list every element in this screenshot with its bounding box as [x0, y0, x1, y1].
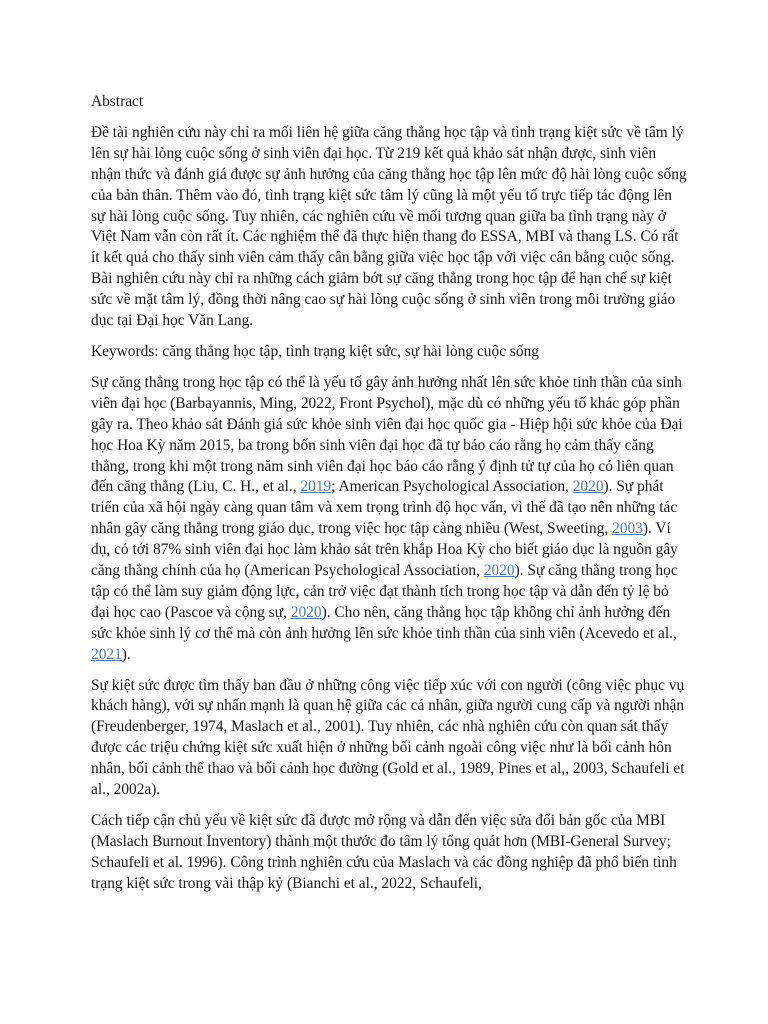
body-paragraph-1 [91, 373, 687, 666]
keywords-line: Keywords: căng thẳng học tập, tình trạng kiệt sức, sự hài lòng cuộc sống [91, 342, 539, 360]
text-segment: Sự căng thẳng trong học tập có thể là yếu tố gây ảnh hưởng nhất lên sức khỏe tinh thần của sinh viên đại học (Barbayannis, Ming, 2022, Front Psychol), mặc dù có những yếu tố khác góp phần gây ra. Theo khảo sát Đánh giá sức khỏe sinh viên đại học quốc gia - Hiệp hội sức khỏe của Đại học Hoa Kỳ năm 2015, ba trong bốn sinh viên đại học đã tự báo cáo rằng họ cảm thấy căng thẳng, trong khi một trong năm sinh viên đại học báo cáo rằng ý định tử tự của họ có liên quan đến căng thẳng (Liu, C. H., et al., [91, 373, 683, 496]
abstract-paragraph: Đề tài nghiên cứu này chỉ ra mối liên hệ giữa căng thẳng học tập và tình trạng kiệt sức về tâm lý lên sự hài lòng cuộc sống ở sinh viên đại học. Từ 219 kết quả khảo sát nhận được, sinh viên nhận thức và đánh giá được sự ảnh hưởng của căng thẳng học tập lên mức độ hài lòng cuộc sống của bản thân. Thêm vào đó, tình trạng kiệt sức tâm lý cũng là một yếu tố trực tiếp tác động lên sự hài lòng cuộc sống. Tuy nhiên, các nghiên cứu về mối tương quan giữa ba tình trạng này ở Việt Nam vẫn còn rất ít. Các nghiệm thể đã thực hiện thang đo ESSA, MBI và thang LS. Có rất ít kết quả cho thấy sinh viên cảm thấy cân bằng giữa việc học tập với việc cân bằng cuộc sống. Bài nghiên cứu này chỉ ra những cách giảm bớt sự căng thẳng trong học tập để hạn chế sự kiệt sức về mặt tâm lý, đồng thời nâng cao sự hài lòng cuộc sống ở sinh viên trong môi trường giáo dục tại Đại học Văn Lang. [91, 123, 687, 330]
abstract-heading: Abstract [91, 93, 144, 110]
text-segment: ). Ví dụ, có tới 87% sinh viên đại học làm khảo sát trên khắp Hoa Kỳ cho biết giáo dục là nguồn gây căng thẳng chính của họ (American Psychological Association, [91, 520, 678, 580]
citation-link-2019[interactable]: 2019 [300, 478, 332, 496]
text-segment: ). Cho nên, căng thẳng học tập không chỉ ảnh hưởng đến sức khỏe sinh lý cơ thể mà còn ảnh hưởng lên sức khỏe tinh thần của sinh viên (Acevedo et al., [91, 603, 677, 642]
citation-link-2020-apa[interactable]: 2020 [572, 478, 604, 496]
text-segment: ). Sự phát triển của xã hội ngày càng quan tâm và xem trọng trình độ học vấn, vì thế đã tạo nên những tác nhân gây căng thẳng trong giáo dục, trong việc học tập càng nhiều (West, Sweeting, [91, 478, 678, 538]
text-segment: ). Sự căng thẳng trong học tập có thể làm suy giảm động lực, cản trở việc đạt thành tích trong học tập và dẫn đến tỷ lệ bỏ đại học cao (Pascoe và cộng sự, [91, 562, 678, 621]
citation-link-2003[interactable]: 2003 [612, 520, 643, 538]
document-body [91, 92, 687, 905]
citation-link-2020-apa-2[interactable]: 2020 [483, 562, 515, 580]
citation-link-2021[interactable]: 2021 [91, 645, 122, 663]
text-segment: ; American Psychological Association, [331, 478, 573, 496]
citation-link-2020-pascoe[interactable]: 2020 [290, 603, 322, 621]
text-segment: ). [121, 645, 131, 663]
body-paragraph-3: Cách tiếp cận chủ yếu về kiệt sức đã được mở rộng và dẫn đến việc sửa đổi bản gốc của MBI (Maslach Burnout Inventory) thành một thước đo tâm lý tổng quát hơn (MBI-General Survey; Schaufeli et al. 1996). Công trình nghiên cứu của Maslach và các đồng nghiệp đã phổ biến tình trạng kiệt sức trong vài thập kỷ (Bianchi et al., 2022, Schaufeli, [91, 812, 677, 892]
body-paragraph-2: Sự kiệt sức được tìm thấy ban đầu ở những công việc tiếp xúc với con người (công việc phục vụ khách hàng), với sự nhấn mạnh là quan hệ giữa các cá nhân, giữa người cung cấp và người nhận (Freudenberger, 1974, Maslach et al., 2001). Tuy nhiên, các nhà nghiên cứu còn quan sát thấy được các triệu chứng kiệt sức xuất hiện ở những bối cảnh ngoài công việc như là bối cảnh hôn nhân, bối cảnh thể thao và bối cảnh học đường (Gold et al., 1989, Pines et al,, 2003, Schaufeli et al., 2002a). [91, 676, 685, 799]
